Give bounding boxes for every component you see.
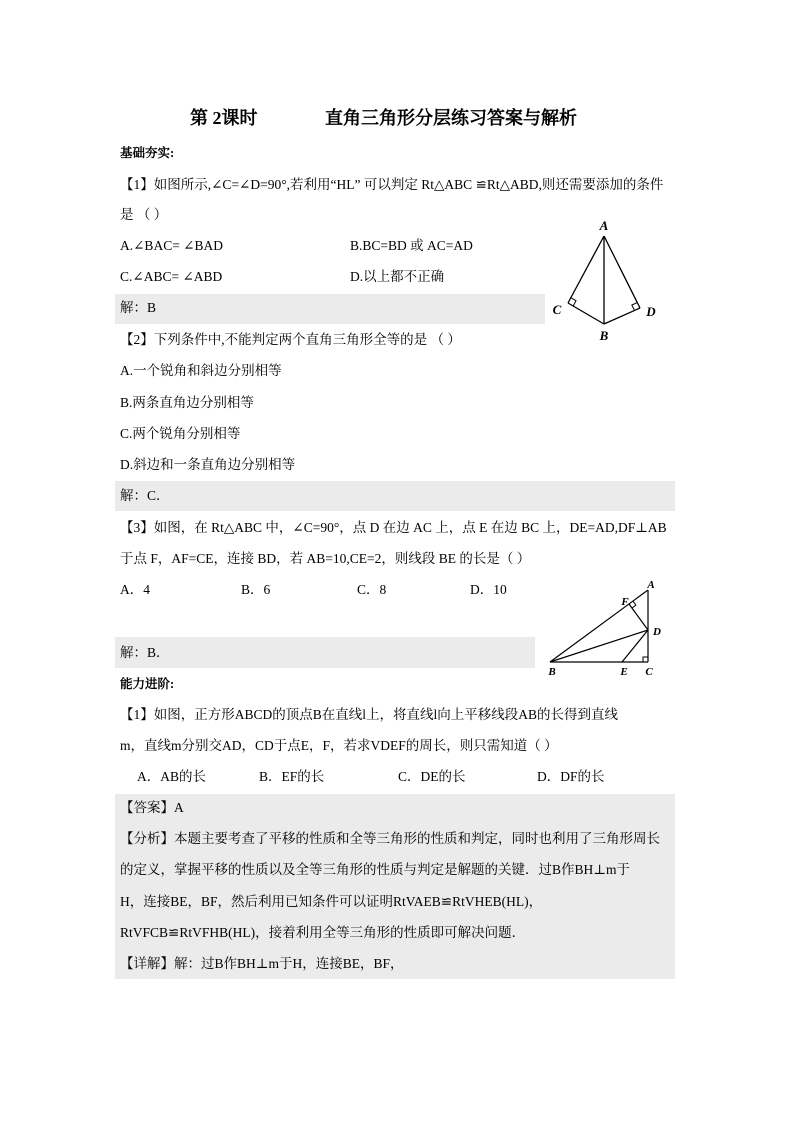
- q3-label-e: E: [620, 666, 628, 678]
- q3-segment-bd: [550, 630, 648, 662]
- q3-option-d: D．10: [470, 582, 507, 597]
- q1-stem-line2: 是 （ ）: [120, 207, 168, 222]
- adv-q1-option-d: D．DF的长: [537, 769, 605, 784]
- advanced-heading: 能力进阶:: [120, 677, 175, 691]
- q3-figure: [540, 578, 665, 680]
- q2-option-d: D.斜边和一条直角边分别相等: [120, 457, 296, 472]
- q1-figure: [545, 215, 665, 345]
- q1-answer-band: [115, 294, 545, 324]
- q3-label-b: B: [548, 666, 556, 678]
- adv-q1-answer: 【答案】A: [120, 800, 184, 815]
- basic-heading: 基础夯实:: [120, 146, 175, 160]
- q3-label-d: D: [653, 626, 661, 638]
- adv-q1-option-a: A．AB的长: [137, 769, 207, 784]
- q1-option-c: C.∠ABC= ∠ABD: [120, 269, 223, 284]
- q1-segment-db: [604, 308, 640, 324]
- q3-answer: 解：B．: [120, 645, 170, 660]
- q3-segment-ab: [550, 590, 648, 662]
- adv-q1-option-b: B．EF的长: [259, 769, 325, 784]
- q1-option-d: D.以上都不正确: [350, 269, 445, 284]
- q3-option-c: C．8: [357, 582, 387, 597]
- q3-label-f: F: [621, 596, 629, 608]
- q1-segment-cb: [568, 303, 604, 324]
- adv-q1-option-c: C．DE的长: [398, 769, 466, 784]
- q3-answer-band: [115, 637, 535, 668]
- q3-label-c: C: [645, 666, 653, 678]
- q1-stem-line1: 【1】如图所示,∠C=∠D=90°,若利用“HL” 可以判定 Rt△ABC ≌Rt△ABD,则还需要添加的条件: [120, 177, 664, 192]
- q2-option-c: C.两个锐角分别相等: [120, 426, 241, 441]
- adv-q1-stem-line1: 【1】如图，正方形ABCD的顶点B在直线l上，将直线l向上平移线段AB的长得到直线: [120, 707, 619, 722]
- q3-stem-line1: 【3】如图，在 Rt△ABC 中，∠C=90°，点 D 在边 AC 上，点 E 在边 BC 上，DE=AD,DF⊥AB: [120, 520, 667, 535]
- q1-label-c: C: [552, 302, 562, 317]
- adv-q1-analysis-line3: H，连接BE，BF，然后利用已知条件可以证明RtVAEB≌RtVHEB(HL)，: [120, 894, 543, 909]
- q3-right-angle-f: [632, 601, 636, 608]
- adv-q1-analysis-line1: 【分析】本题主要考查了平移的性质和全等三角形的性质和判定，同时也利用了三角形周长: [120, 831, 660, 846]
- q2-option-a: A.一个锐角和斜边分别相等: [120, 363, 282, 378]
- adv-solution-band: [115, 794, 675, 979]
- adv-q1-stem-line2: m，直线m分别交AD，CD于点E，F，若求VDEF的周长，则只需知道（ ）: [120, 738, 558, 753]
- q1-label-b: B: [599, 328, 609, 343]
- q1-segment-ac: [568, 236, 604, 303]
- q1-option-b: B.BC=BD 或 AC=AD: [350, 238, 473, 253]
- title-topic: 直角三角形分层练习答案与解析: [325, 108, 577, 128]
- q3-label-a: A: [647, 579, 655, 591]
- q1-label-a: A: [599, 218, 609, 233]
- q2-answer-band: [115, 481, 675, 511]
- q1-option-a: A.∠BAC= ∠BAD: [120, 238, 223, 253]
- q3-right-angle-c: [643, 657, 648, 662]
- q1-answer: 解：B: [120, 300, 157, 315]
- q1-segment-ad: [604, 236, 640, 308]
- title-lesson: 第 2课时: [190, 108, 258, 128]
- q3-stem-line2: 于点 F，AF=CE，连接 BD，若 AB=10,CE=2，则线段 BE 的长是（ ）: [120, 551, 531, 566]
- adv-q1-detail: 【详解】解：过B作BH⊥m于H，连接BE，BF，: [120, 956, 404, 971]
- q2-option-b: B.两条直角边分别相等: [120, 395, 254, 410]
- q2-stem: 【2】下列条件中,不能判定两个直角三角形全等的是 （ ）: [120, 332, 461, 347]
- adv-q1-analysis-line2: 的定义，掌握平移的性质以及全等三角形的性质与判定是解题的关键．过B作BH⊥m于: [120, 862, 630, 877]
- q2-answer: 解：C．: [120, 488, 170, 503]
- q3-option-b: B．6: [241, 582, 271, 597]
- q1-label-d: D: [646, 304, 656, 319]
- adv-q1-analysis-line4: RtVFCB≌RtVFHB(HL)，接着利用全等三角形的性质即可解决问题．: [120, 925, 526, 940]
- q3-option-a: A．4: [120, 582, 150, 597]
